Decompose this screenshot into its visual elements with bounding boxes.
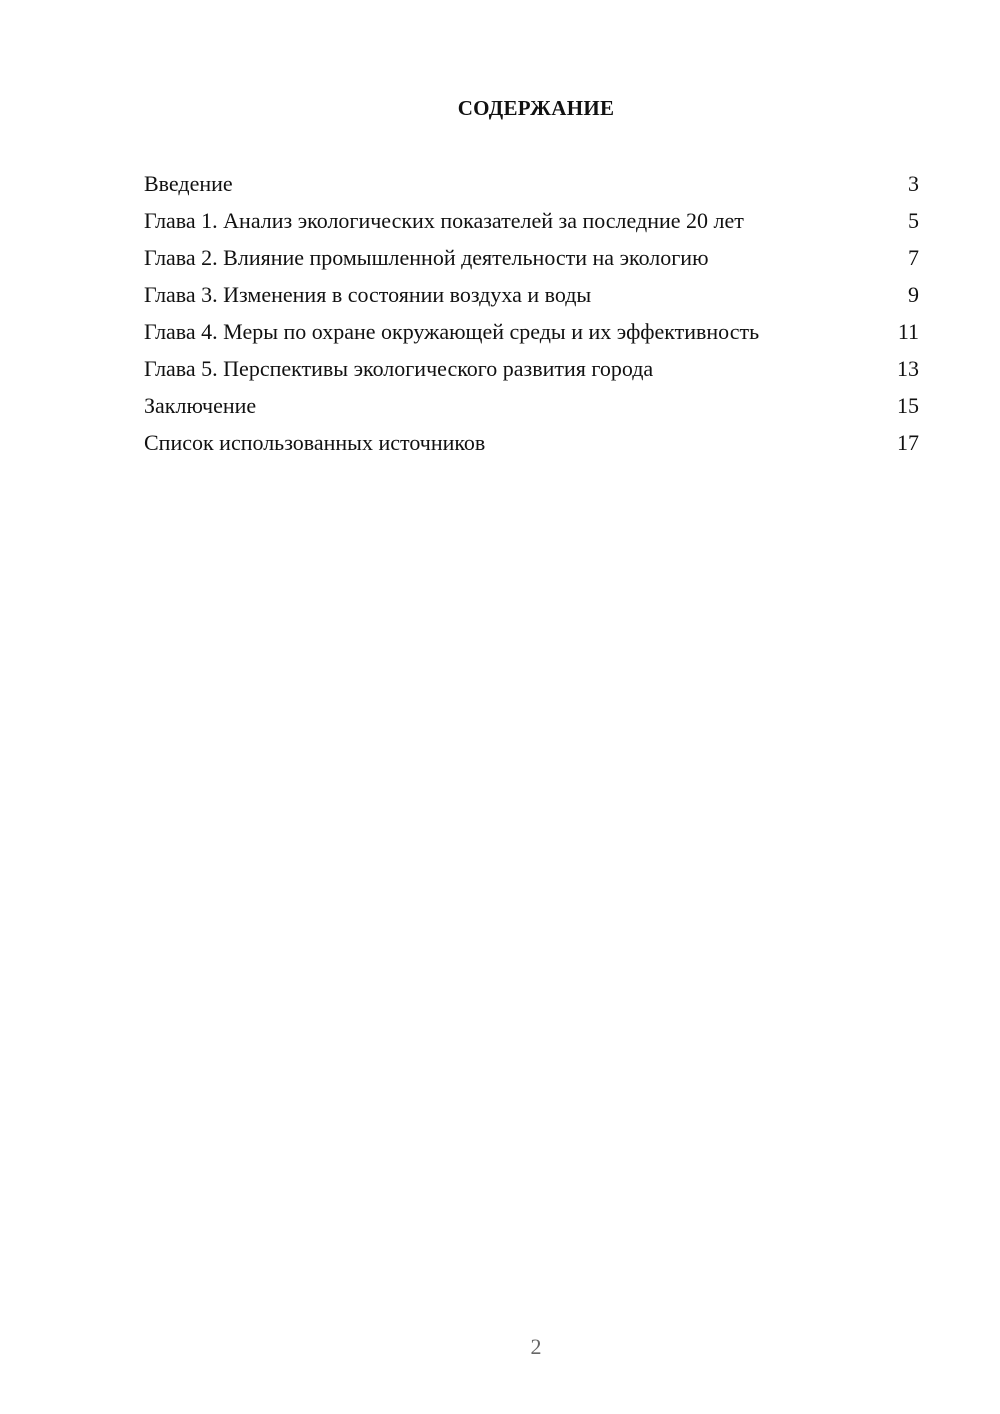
table-of-contents (144, 170, 919, 466)
toc-entry-chapter-2 (144, 244, 919, 271)
toc-entry-title: Глава 2. Влияние промышленной деятельности на экологию (144, 245, 709, 270)
toc-entry-page: 15 (897, 393, 919, 418)
toc-entry-chapter-1 (144, 207, 919, 234)
page-number: 2 (530, 1334, 542, 1359)
toc-entry-title: Заключение (144, 393, 257, 418)
toc-entry-title: Список использованных источников (144, 430, 486, 455)
toc-entry-conclusion (144, 392, 919, 419)
toc-entry-introduction (144, 170, 919, 197)
toc-heading: СОДЕРЖАНИЕ (457, 96, 615, 120)
toc-entry-title: Введение (144, 171, 233, 196)
toc-entry-chapter-3 (144, 281, 919, 308)
toc-entry-chapter-5 (144, 355, 919, 382)
toc-entry-page: 7 (908, 245, 919, 270)
toc-entry-page: 13 (897, 356, 919, 381)
toc-entry-page: 9 (908, 282, 919, 307)
toc-entry-page: 17 (897, 430, 919, 455)
toc-entry-page: 5 (908, 208, 919, 233)
toc-entry-title: Глава 4. Меры по охране окружающей среды и их эффективность (144, 319, 760, 344)
toc-entry-title: Глава 1. Анализ экологических показателей за последние 20 лет (144, 208, 744, 233)
toc-entry-page: 11 (897, 319, 919, 344)
toc-entry-title: Глава 5. Перспективы экологического развития города (144, 356, 654, 381)
toc-entry-references (144, 429, 919, 456)
toc-entry-title: Глава 3. Изменения в состоянии воздуха и воды (144, 282, 592, 307)
toc-entry-page: 3 (908, 171, 919, 196)
toc-entry-chapter-4 (144, 318, 919, 345)
